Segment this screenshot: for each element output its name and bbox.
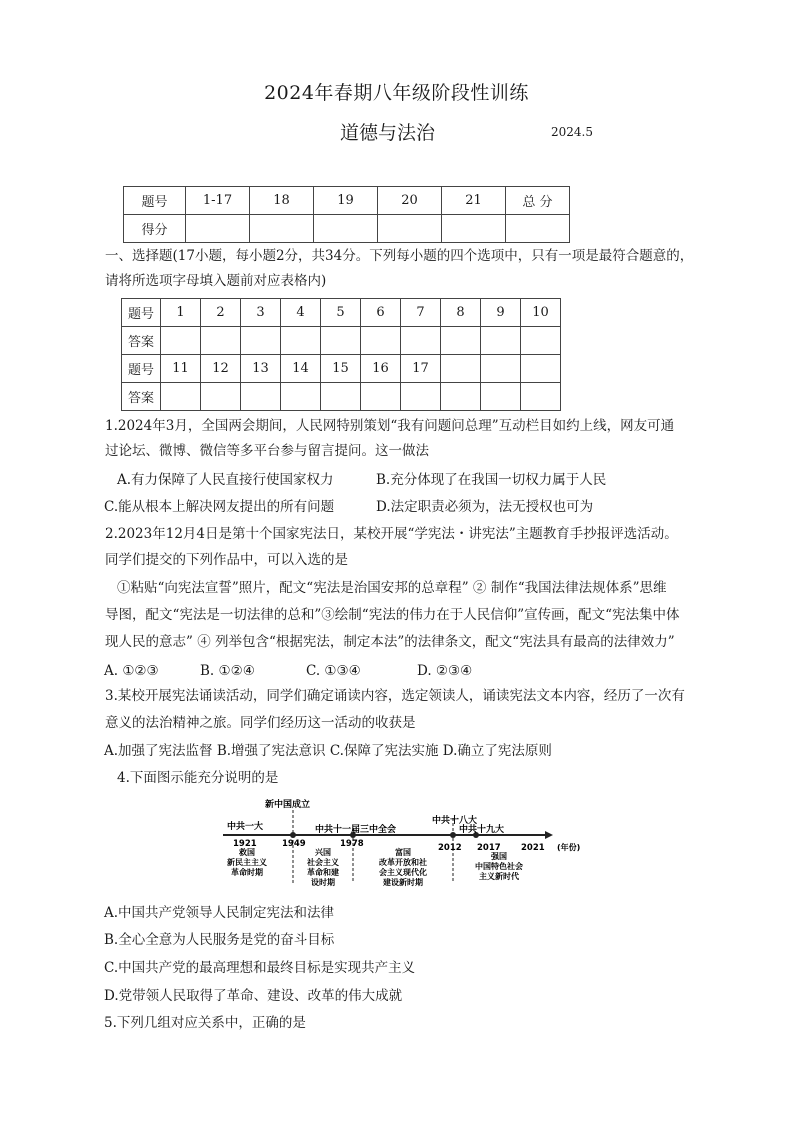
subject-title: 道德与法治 <box>340 122 436 144</box>
q2-item-line3: 现人民的意志” ④ 列举包含“根据宪法，制定本法”的法律条文，配文“宪法具有最高的法律效力” <box>105 634 675 650</box>
q2-item-line2: 导图，配文“宪法是一切法律的总和”③绘制“宪法的伟力在于人民信仰”宣传画，配文“宪法集中体 <box>105 607 680 623</box>
q1-stem-cont: 过论坛、微博、微信等多平台参与留言提问。这一做法 <box>105 443 429 459</box>
answer-input-cell[interactable] <box>321 383 361 411</box>
period-label: 救国 <box>239 848 255 857</box>
answer-cell: 5 <box>321 299 361 327</box>
period-label: 革命和建 <box>307 868 339 877</box>
answer-input-cell[interactable] <box>361 327 401 355</box>
answer-cell: 13 <box>241 355 281 383</box>
period-3 <box>379 847 427 887</box>
score-input-cell[interactable] <box>186 215 250 243</box>
answer-input-cell[interactable] <box>321 327 361 355</box>
period-4 <box>475 851 523 881</box>
timeline-arrow-icon <box>545 831 553 839</box>
period-label: 新民主主义 <box>227 858 267 867</box>
q1-option-a: A.有力保障了人民直接行使国家权力 <box>117 472 334 488</box>
answer-cell: 7 <box>401 299 441 327</box>
q1-option-c: C.能从根本上解决网友提出的所有问题 <box>104 499 335 515</box>
period-label: 社会主义 <box>307 858 339 867</box>
answer-input-cell[interactable] <box>361 383 401 411</box>
answer-input-cell[interactable] <box>161 327 201 355</box>
label-year-unit: (年份) <box>557 843 581 852</box>
answer-number-row <box>122 355 561 383</box>
section1-instructions-cont: 请将所选项字母填入题前对应表格内) <box>105 273 327 289</box>
answer-input-cell[interactable] <box>201 383 241 411</box>
q4-stem: 4.下面图示能充分说明的是 <box>117 770 279 786</box>
q2-stem: 2.2023年12月4日是第十个国家宪法日，某校开展“学宪法・讲宪法”主题教育手抄报评选活动。 <box>105 526 678 542</box>
answer-cell <box>441 355 481 383</box>
q4-option-d: D.党带领人民取得了革命、建设、改革的伟大成就 <box>104 988 403 1004</box>
period-label: 设时期 <box>311 878 335 887</box>
q5-stem: 5.下列几组对应关系中，正确的是 <box>104 1015 306 1031</box>
q2-option-a: A. ①②③ <box>104 663 159 679</box>
score-input-cell[interactable] <box>442 215 506 243</box>
score-cell: 18 <box>250 187 314 215</box>
label-11th-plenum: 中共十一届三中全会 <box>315 825 397 835</box>
answer-cell <box>481 355 521 383</box>
q2-item-line1: ①粘贴“向宪法宣誓”照片，配文“宪法是治国安邦的总章程” ② 制作“我国法律法规体系”思维 <box>117 580 667 596</box>
q1-option-d: D.法定职责必须为，法无授权也可为 <box>376 499 594 515</box>
answer-cell: 6 <box>361 299 401 327</box>
period-label: 中国特色社会 <box>475 862 523 871</box>
q1-option-b: B.充分体现了在我国一切权力属于人民 <box>376 472 607 488</box>
answer-input-cell[interactable] <box>161 383 201 411</box>
period-label: 建设新时期 <box>383 878 423 887</box>
answer-cell: 10 <box>521 299 561 327</box>
party-history-timeline <box>219 798 589 893</box>
exam-date: 2024.5 <box>551 125 593 139</box>
score-cell: 20 <box>378 187 442 215</box>
answer-input-row <box>122 327 561 355</box>
timeline-node <box>450 832 456 838</box>
answer-input-cell <box>521 383 561 411</box>
score-input-cell[interactable] <box>250 215 314 243</box>
q1-stem: 1.2024年3月，全国两会期间，人民网特别策划“我有问题问总理”互动栏目如约上线，网友可通 <box>105 418 675 434</box>
period-label: 富国 <box>395 848 411 857</box>
q2-option-b: B. ①②④ <box>200 663 255 679</box>
answer-input-cell[interactable] <box>401 327 441 355</box>
timeline-node <box>290 832 296 838</box>
answer-input-cell[interactable] <box>241 327 281 355</box>
q4-option-c: C.中国共产党的最高理想和最终目标是实现共产主义 <box>104 960 416 976</box>
answer-input-cell[interactable] <box>201 327 241 355</box>
year-label: 1978 <box>340 839 364 849</box>
q2-option-c: C. ①③④ <box>306 663 361 679</box>
q3-stem-cont: 意义的法治精神之旅。同学们经历这一活动的收获是 <box>105 715 416 731</box>
q4-option-a: A.中国共产党领导人民制定宪法和法律 <box>104 905 335 921</box>
year-label: 1949 <box>282 839 306 849</box>
score-table <box>123 186 570 243</box>
period-label: 会主义现代化 <box>379 868 427 877</box>
score-table-header-row <box>124 187 570 215</box>
answer-cell: 12 <box>201 355 241 383</box>
answer-cell: 11 <box>161 355 201 383</box>
answer-cell: 15 <box>321 355 361 383</box>
period-label: 革命时期 <box>231 868 263 877</box>
score-input-cell[interactable] <box>378 215 442 243</box>
answer-cell: 题号 <box>122 299 161 327</box>
answer-cell: 16 <box>361 355 401 383</box>
year-label: 2021 <box>521 843 545 853</box>
answer-input-cell[interactable] <box>401 383 441 411</box>
period-label: 改革开放和社 <box>379 858 427 867</box>
label-19th-congress: 中共十九大 <box>459 825 505 835</box>
period-label: 兴国 <box>315 848 331 857</box>
label-18th-congress: 中共十八大 <box>432 816 478 826</box>
score-cell: 21 <box>442 187 506 215</box>
answer-row-label: 答案 <box>122 383 161 411</box>
answer-row-label: 答案 <box>122 327 161 355</box>
period-label: 强国 <box>491 852 507 861</box>
answer-input-cell[interactable] <box>281 327 321 355</box>
score-cell: 总 分 <box>506 187 570 215</box>
answer-input-cell <box>441 383 481 411</box>
answer-input-cell <box>481 383 521 411</box>
period-label: 主义新时代 <box>479 872 519 881</box>
year-label: 2017 <box>477 843 501 853</box>
year-label: 2012 <box>438 843 462 853</box>
score-cell: 19 <box>314 187 378 215</box>
score-input-cell[interactable] <box>506 215 570 243</box>
answer-cell: 4 <box>281 299 321 327</box>
answer-cell: 3 <box>241 299 281 327</box>
answer-input-row <box>122 383 561 411</box>
label-new-china: 新中国成立 <box>265 800 311 810</box>
q3-stem: 3.某校开展宪法诵读活动，同学们确定诵读内容，选定领读人，诵读宪法文本内容，经历了一次有 <box>105 688 685 704</box>
answer-number-row <box>122 299 561 327</box>
period-2 <box>306 847 339 887</box>
score-cell: 1-17 <box>186 187 250 215</box>
answer-input-cell[interactable] <box>481 327 521 355</box>
answer-cell: 14 <box>281 355 321 383</box>
period-1 <box>227 847 267 877</box>
section1-instructions: 一、选择题(17小题，每小题2分，共34分。下列每小题的四个选项中，只有一项是最符合题意的， <box>105 248 694 264</box>
label-1st-congress: 中共一大 <box>227 822 264 832</box>
answer-cell: 8 <box>441 299 481 327</box>
answer-cell <box>521 355 561 383</box>
answer-input-cell[interactable] <box>281 383 321 411</box>
answer-cell: 题号 <box>122 355 161 383</box>
q4-option-b: B.全心全意为人民服务是党的奋斗目标 <box>104 932 335 948</box>
score-row-label: 得分 <box>124 215 186 243</box>
year-label: 1921 <box>233 839 257 849</box>
answer-cell: 1 <box>161 299 201 327</box>
answer-cell: 2 <box>201 299 241 327</box>
score-table-score-row <box>124 215 570 243</box>
score-cell: 题号 <box>124 187 186 215</box>
q2-stem-cont: 同学们提交的下列作品中，可以入选的是 <box>105 552 348 568</box>
answer-input-cell[interactable] <box>521 327 561 355</box>
score-input-cell[interactable] <box>314 215 378 243</box>
exam-title: 2024年春期八年级阶段性训练 <box>264 82 529 104</box>
answer-cell: 9 <box>481 299 521 327</box>
answer-input-cell[interactable] <box>241 383 281 411</box>
answer-cell: 17 <box>401 355 441 383</box>
answer-table <box>121 298 561 411</box>
q3-options: A.加强了宪法监督 B.增强了宪法意识 C.保障了宪法实施 D.确立了宪法原则 <box>104 743 552 759</box>
answer-input-cell[interactable] <box>441 327 481 355</box>
q2-option-d: D. ②③④ <box>417 663 473 679</box>
